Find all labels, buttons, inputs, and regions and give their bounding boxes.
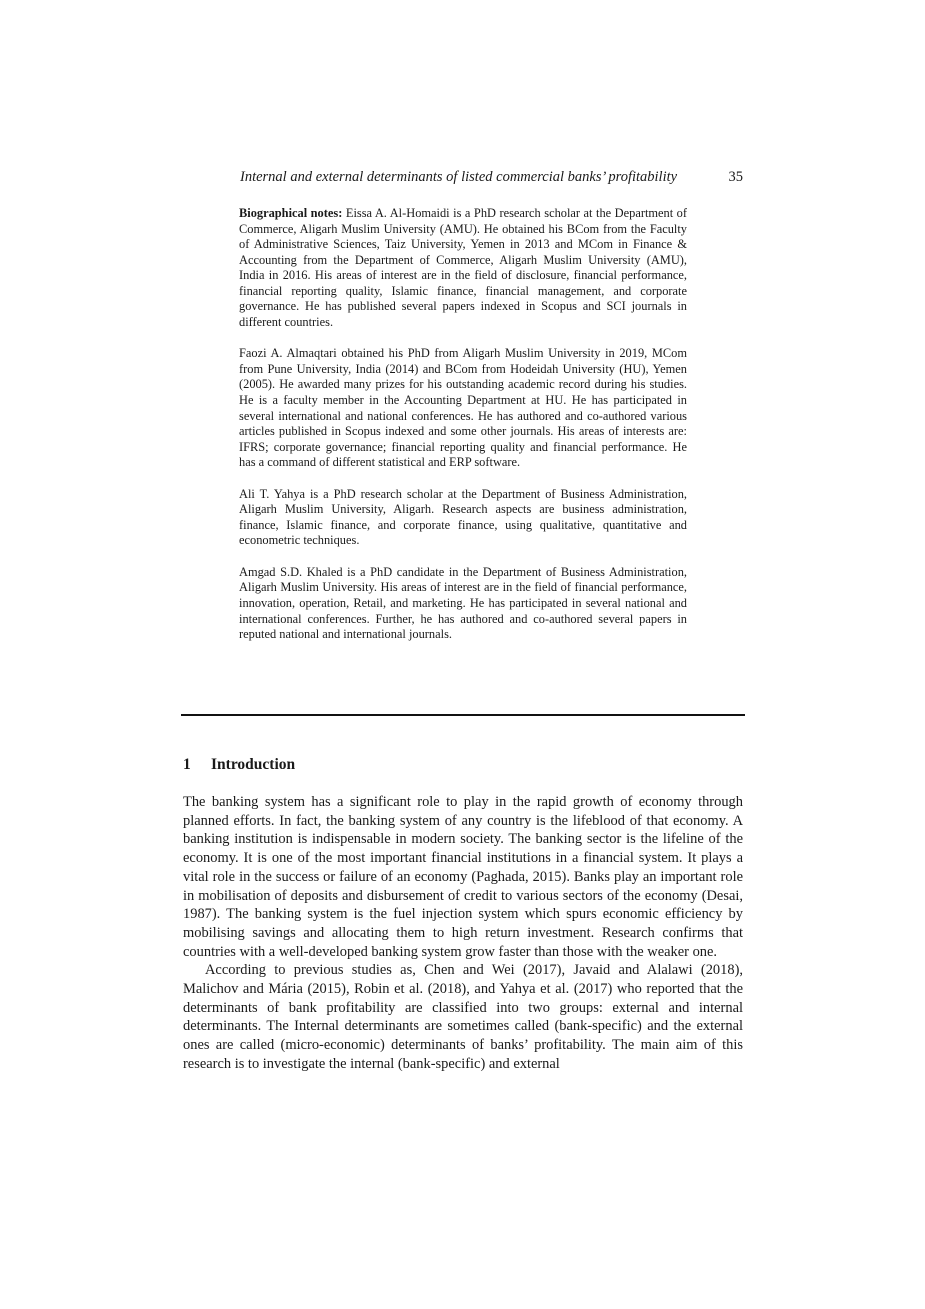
bio-paragraph-2: Faozi A. Almaqtari obtained his PhD from Aligarh Muslim University in 2019, MCom from Pune University, India (2014) and BCom from Hodeidah University (HU), Yemen (2005). He awarded many prizes for his outstanding academic record during his studies. He is a faculty member in the Accounting Department at HU. He has participated in several international and national conferences. He has authored and co-authored various articles published in Scopus indexed and some other journals. His areas of interests are: IFRS; corporate governance; financial reporting quality and financial performance. He has a command of different statistical and ERP software. — [239, 346, 687, 470]
running-head — [240, 168, 743, 186]
body-paragraph-2: According to previous studies as, Chen and Wei (2017), Javaid and Alalawi (2018), Malichov and Mária (2015), Robin et al. (2018), and Yahya et al. (2017) who reported that the determinants of bank profitability are classified into two groups: external and internal determinants. The Internal determinants are sometimes called (bank-specific) and the external ones are called (micro-economic) determinants of banks’ profitability. The main aim of this research is to investigate the internal (bank-specific) and external — [183, 962, 743, 1072]
introduction-body — [183, 793, 743, 1074]
page-number: 35 — [728, 169, 743, 185]
bio-paragraph-1 — [239, 206, 687, 330]
body-paragraph-1: The banking system has a significant role to play in the rapid growth of economy through planned efforts. In fact, the banking system of any country is the lifeblood of that economy. A banking institution is indispensable in modern society. The banking sector is the lifeline of the economy. It is one of the most important financial institutions in a financial system. It plays a vital role in the success or failure of an economy (Paghada, 2015). Banks play an important role in mobilisation of deposits and disbursement of credit to various sectors of the economy (Desai, 1987). The banking system is the fuel injection system which spurs economic efficiency by mobilising savings and allocating them to high return investment. Research confirms that countries with a well-developed banking system grow faster than those with the weaker one. — [183, 794, 743, 960]
bio-paragraph-4: Amgad S.D. Khaled is a PhD candidate in the Department of Business Administration, Aligarh Muslim University. His areas of interest are in the field of financial performance, innovation, operation, Retail, and marketing. He has participated in several national and international conferences. Further, he has authored and co-authored several papers in reputed national and international journals. — [239, 564, 687, 642]
section-title: Introduction — [211, 756, 296, 773]
bio-text-1: Eissa A. Al-Homaidi is a PhD research scholar at the Department of Commerce, Aligarh Muslim University (AMU). He obtained his BCom from the Faculty of Administrative Sciences, Taiz University, Yemen in 2013 and MCom in Finance & Accounting from the Department of Commerce, Aligarh Muslim University (AMU), India in 2016. His areas of interest are in the field of disclosure, financial performance, financial reporting quality, Islamic finance, financial management, and corporate governance. He has published several papers indexed in Scopus and SCI journals in different countries. — [239, 206, 687, 329]
bio-label: Biographical notes: — [239, 206, 343, 220]
running-head-title: Internal and external determinants of listed commercial banks’ profitability — [240, 169, 678, 185]
section-heading — [183, 755, 295, 775]
section-number: 1 — [183, 756, 191, 773]
bio-paragraph-3: Ali T. Yahya is a PhD research scholar at the Department of Business Administration, Aligarh Muslim University, Aligarh. Research aspects are business administration, finance, Islamic finance, and corporate finance, using qualitative, quantitative and econometric techniques. — [239, 486, 687, 548]
section-divider — [181, 714, 745, 716]
biographical-notes — [239, 206, 687, 659]
